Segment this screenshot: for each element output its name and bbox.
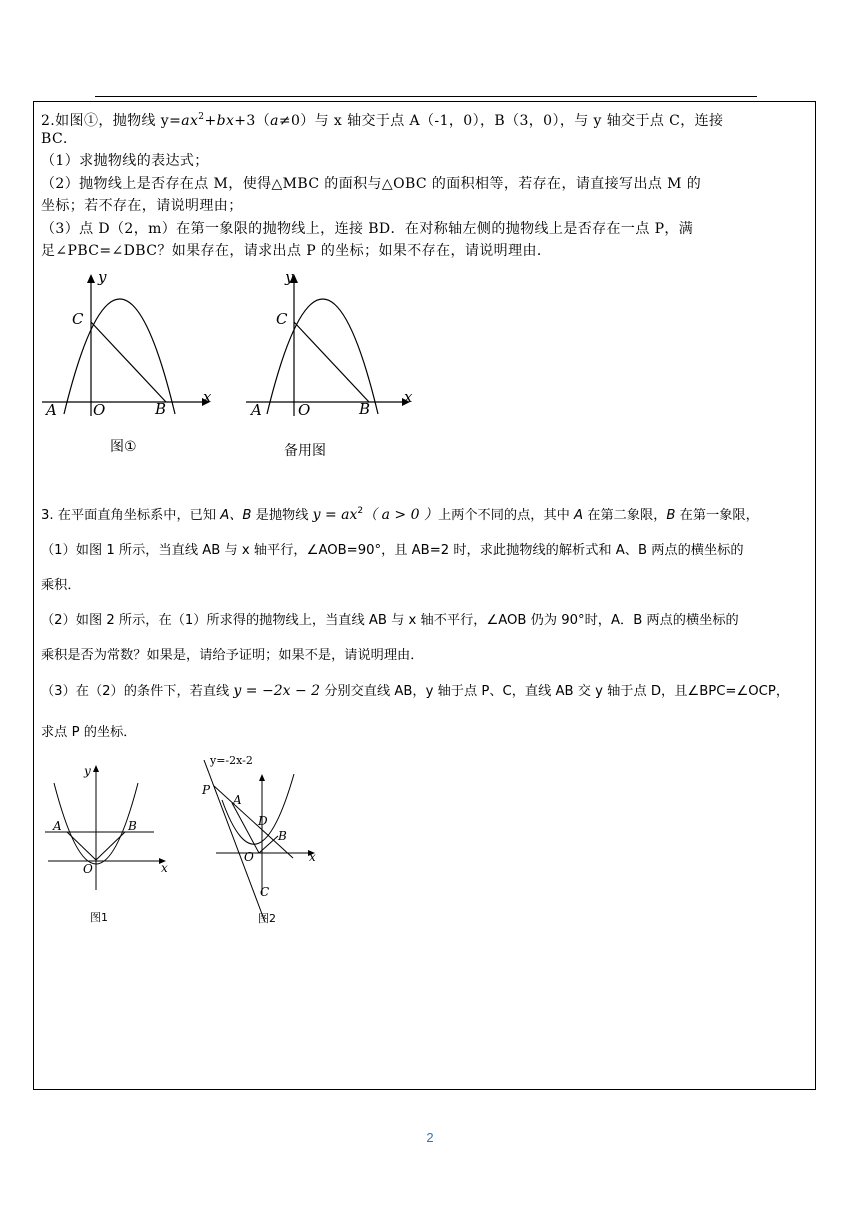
q2-part-3-cont: 足∠PBC=∠DBC？如果存在，请求出点 P 的坐标；如果不存在，请说明理由． [41,243,552,259]
y-axis-arrow-icon [259,774,265,781]
q3-part-1-cont: 乘积． [41,578,81,593]
q3-part-2: （2）如图 2 所示，在（1）所求得的抛物线上，当直线 AB 与 x 轴不平行，∠AOB 仍为 90°时，A．B 两点的横坐标的 [41,613,739,628]
q2-figure-1 [38,266,228,461]
q3-part-3: （3）在（2）的条件下，若直线 y = −2x − 2 分别交直线 AB，y 轴于点 P、C，直线 AB 交 y 轴于点 D，且∠BPC=∠OCP， [41,683,790,699]
y-label: y [84,764,91,778]
point-b-label: B [155,400,167,418]
origin-label: O [244,850,254,864]
q3-part-3-cont: 求点 P 的坐标． [41,725,137,740]
point-p-label: P [202,783,211,797]
point-b-label: B [278,829,287,843]
point-c-label: C [72,310,84,328]
y-label: y [285,268,294,286]
point-b-label: B [128,819,137,833]
point-a-label: A [53,819,62,833]
point-a-label: A [233,793,242,807]
point-c-label: C [260,885,270,899]
q2-line-1: 2.如图①，抛物线 $y=ax^2+bx+3(a\ne 0)$与 x 轴交于点 A（-1，0），B（3，0），与 y 轴交于点 C，连接 [41,112,724,129]
y-axis-arrow-icon [93,765,99,772]
segment-bc [294,322,369,402]
figure-caption: 图1 [90,911,108,924]
q2-part-2-cont: 坐标；若不存在，请说明理由； [41,198,243,214]
point-b-label: B [359,400,371,418]
point-a-label: A [251,401,262,419]
figure-caption: 备用图 [284,443,326,459]
line-y-neg2x-minus2 [204,760,265,922]
x-label: x [161,861,168,875]
origin-label: O [93,401,106,419]
page-number: 2 [426,1130,434,1145]
line-ab [214,786,293,858]
y-axis-arrow-icon [87,274,95,283]
origin-label: O [298,401,311,419]
q2-line-2: BC． [41,131,78,147]
point-d-label: D [258,814,268,828]
q2-part-3: （3）点 D（2，m）在第一象限的抛物线上，连接 BD．在对称轴左侧的抛物线上是否存在一点 P，满 [41,221,694,237]
line-equation-label: y=-2x-2 [210,754,253,767]
q2-figure-2 [242,266,432,461]
y-label: y [98,268,107,286]
q3-figure-2 [196,750,336,935]
segment-oa [67,832,96,860]
q2-part-1: （1）求抛物线的表达式； [41,153,209,169]
x-label: x [309,850,316,864]
q3-part-2-cont: 乘积是否为常数？如果是，请给予证明；如果不是，请说明理由． [41,648,424,663]
q3-line-1: 3. 在平面直角坐标系中，已知 A、B 是抛物线 $y = ax^2$（ a > 0 ）上两个不同的点，其中 A 在第二象限，B 在第一象限， [41,506,759,523]
point-c-label: C [276,310,288,328]
origin-label: O [83,862,93,876]
x-label: x [203,388,212,406]
x-label: x [404,388,413,406]
segment-ob [96,832,125,860]
q2-part-2: （2）抛物线上是否存在点 M，使得△MBC 的面积与△OBC 的面积相等，若存在，请直接写出点 M 的 [41,176,702,192]
q3-part-1: （1）如图 1 所示，当直线 AB 与 x 轴平行，∠AOB=90°，且 AB=2 时，求此抛物线的解析式和 A、B 两点的横坐标的 [41,543,744,558]
figure-caption: 图2 [258,912,276,925]
segment-bc [91,322,166,402]
figure-caption: 图① [110,439,137,455]
q3-figure-1 [40,755,180,930]
header-rule [95,96,757,97]
point-a-label: A [46,401,57,419]
